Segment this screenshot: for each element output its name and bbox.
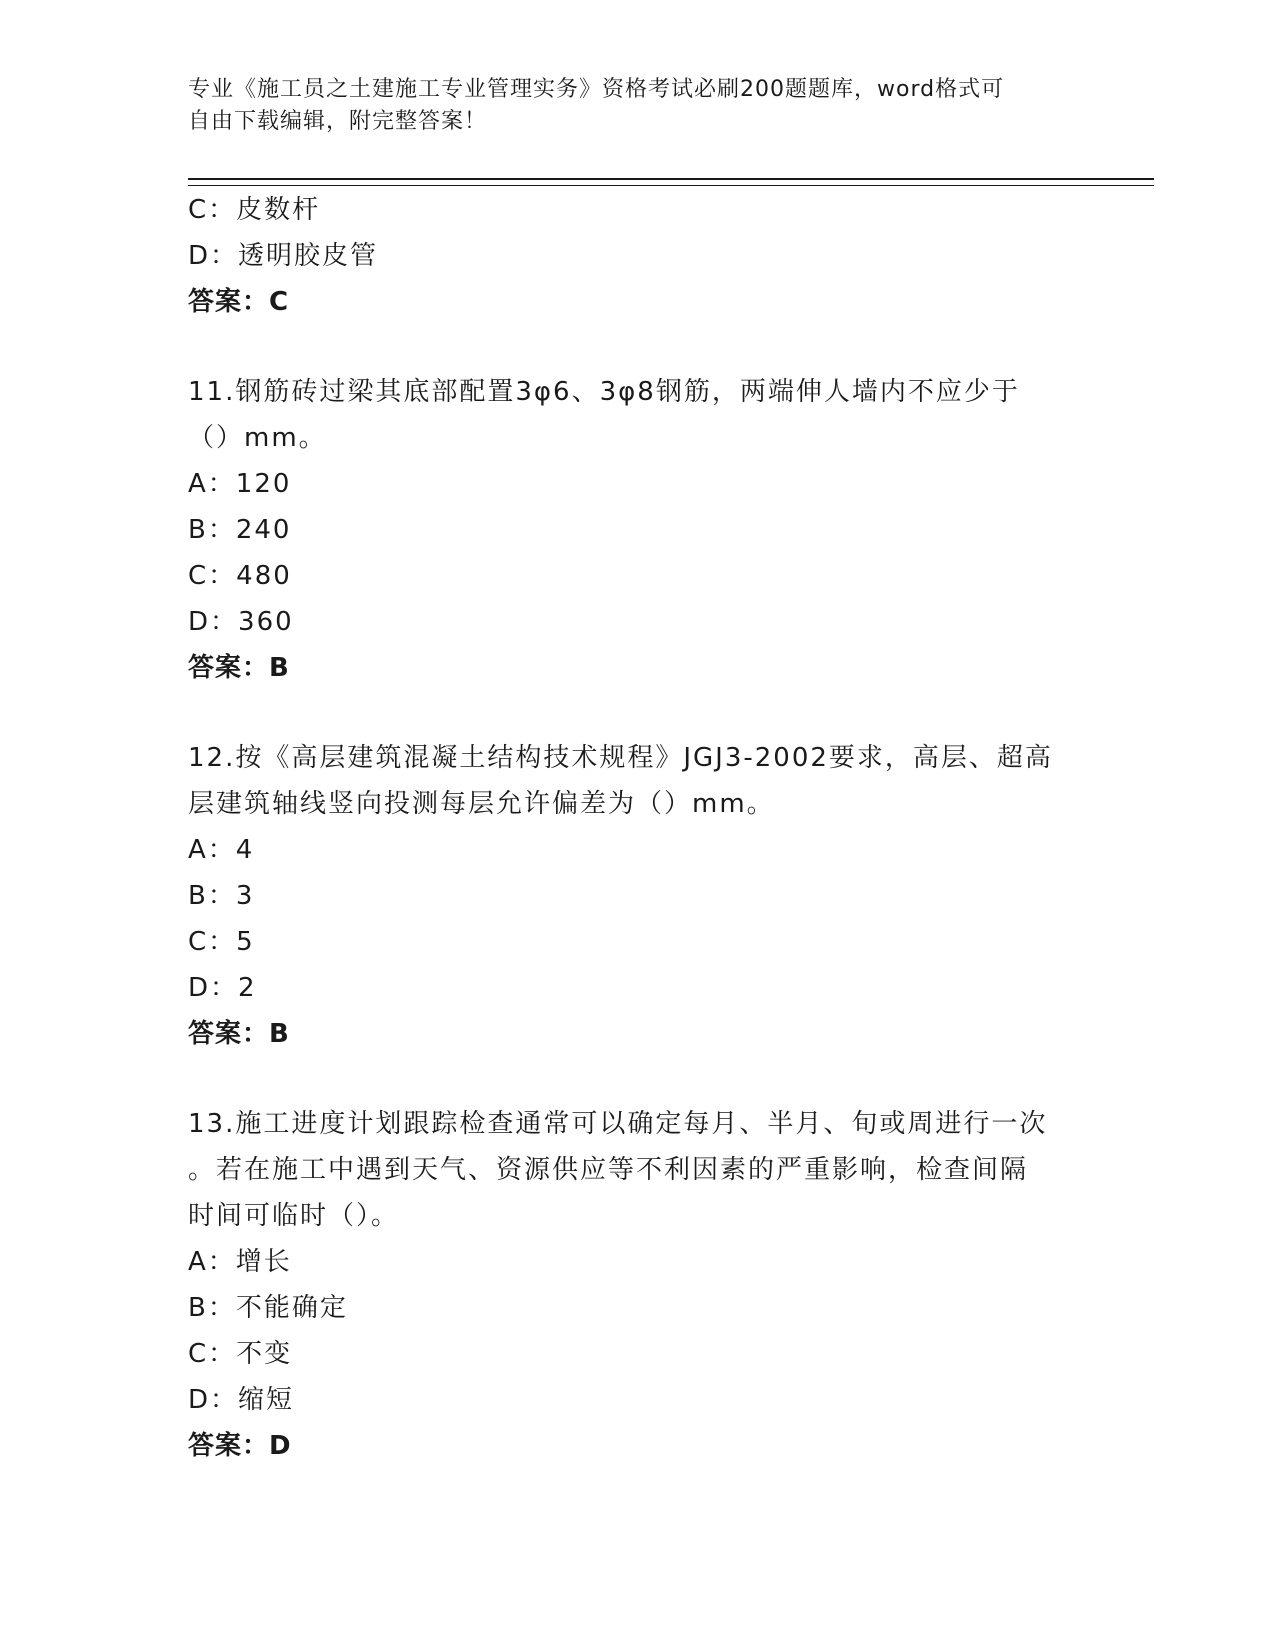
option-b: B：3 — [188, 881, 255, 911]
page-header — [188, 74, 1068, 138]
option-d: D：缩短 — [188, 1385, 295, 1415]
option-d: D：透明胶皮管 — [188, 241, 379, 271]
option-d: D：2 — [188, 973, 257, 1003]
header-divider — [188, 178, 1154, 186]
question-text: 时间可临时（）。 — [188, 1201, 400, 1231]
option-d: D：360 — [188, 607, 294, 637]
answer: 答案：B — [188, 653, 290, 683]
option-c: C：5 — [188, 927, 255, 957]
question-12 — [188, 735, 1068, 1057]
option-a: A：增长 — [188, 1247, 292, 1277]
option-a: A：120 — [188, 469, 292, 499]
answer: 答案：B — [188, 1019, 290, 1049]
header-line-2: 自由下载编辑，附完整答案！ — [188, 109, 488, 134]
header-line-1: 专业《施工员之土建施工专业管理实务》资格考试必刷200题题库，word格式可 — [188, 77, 1005, 102]
question-13 — [188, 1101, 1068, 1469]
prev-question-tail — [188, 187, 1068, 325]
option-b: B：240 — [188, 515, 292, 545]
option-c: C：皮数杆 — [188, 195, 321, 225]
option-a: A：4 — [188, 835, 255, 865]
question-text: 13.施工进度计划跟踪检查通常可以确定每月、半月、旬或周进行一次 — [188, 1109, 1048, 1139]
question-text: 层建筑轴线竖向投测每层允许偏差为（）mm。 — [188, 789, 775, 819]
option-b: B：不能确定 — [188, 1293, 348, 1323]
question-text: 。若在施工中遇到天气、资源供应等不利因素的严重影响，检查间隔 — [188, 1155, 1029, 1185]
question-text: 12.按《高层建筑混凝土结构技术规程》JGJ3-2002要求，高层、超高 — [188, 743, 1053, 773]
option-c: C：480 — [188, 561, 292, 591]
answer: 答案：C — [188, 287, 290, 317]
question-text: 11.钢筋砖过梁其底部配置3φ6、3φ8钢筋，两端伸人墙内不应少于 — [188, 377, 1020, 407]
document-body — [188, 187, 1068, 1469]
question-11 — [188, 369, 1068, 691]
option-c: C：不变 — [188, 1339, 293, 1369]
answer: 答案：D — [188, 1431, 292, 1461]
question-text: （）mm。 — [188, 423, 327, 453]
